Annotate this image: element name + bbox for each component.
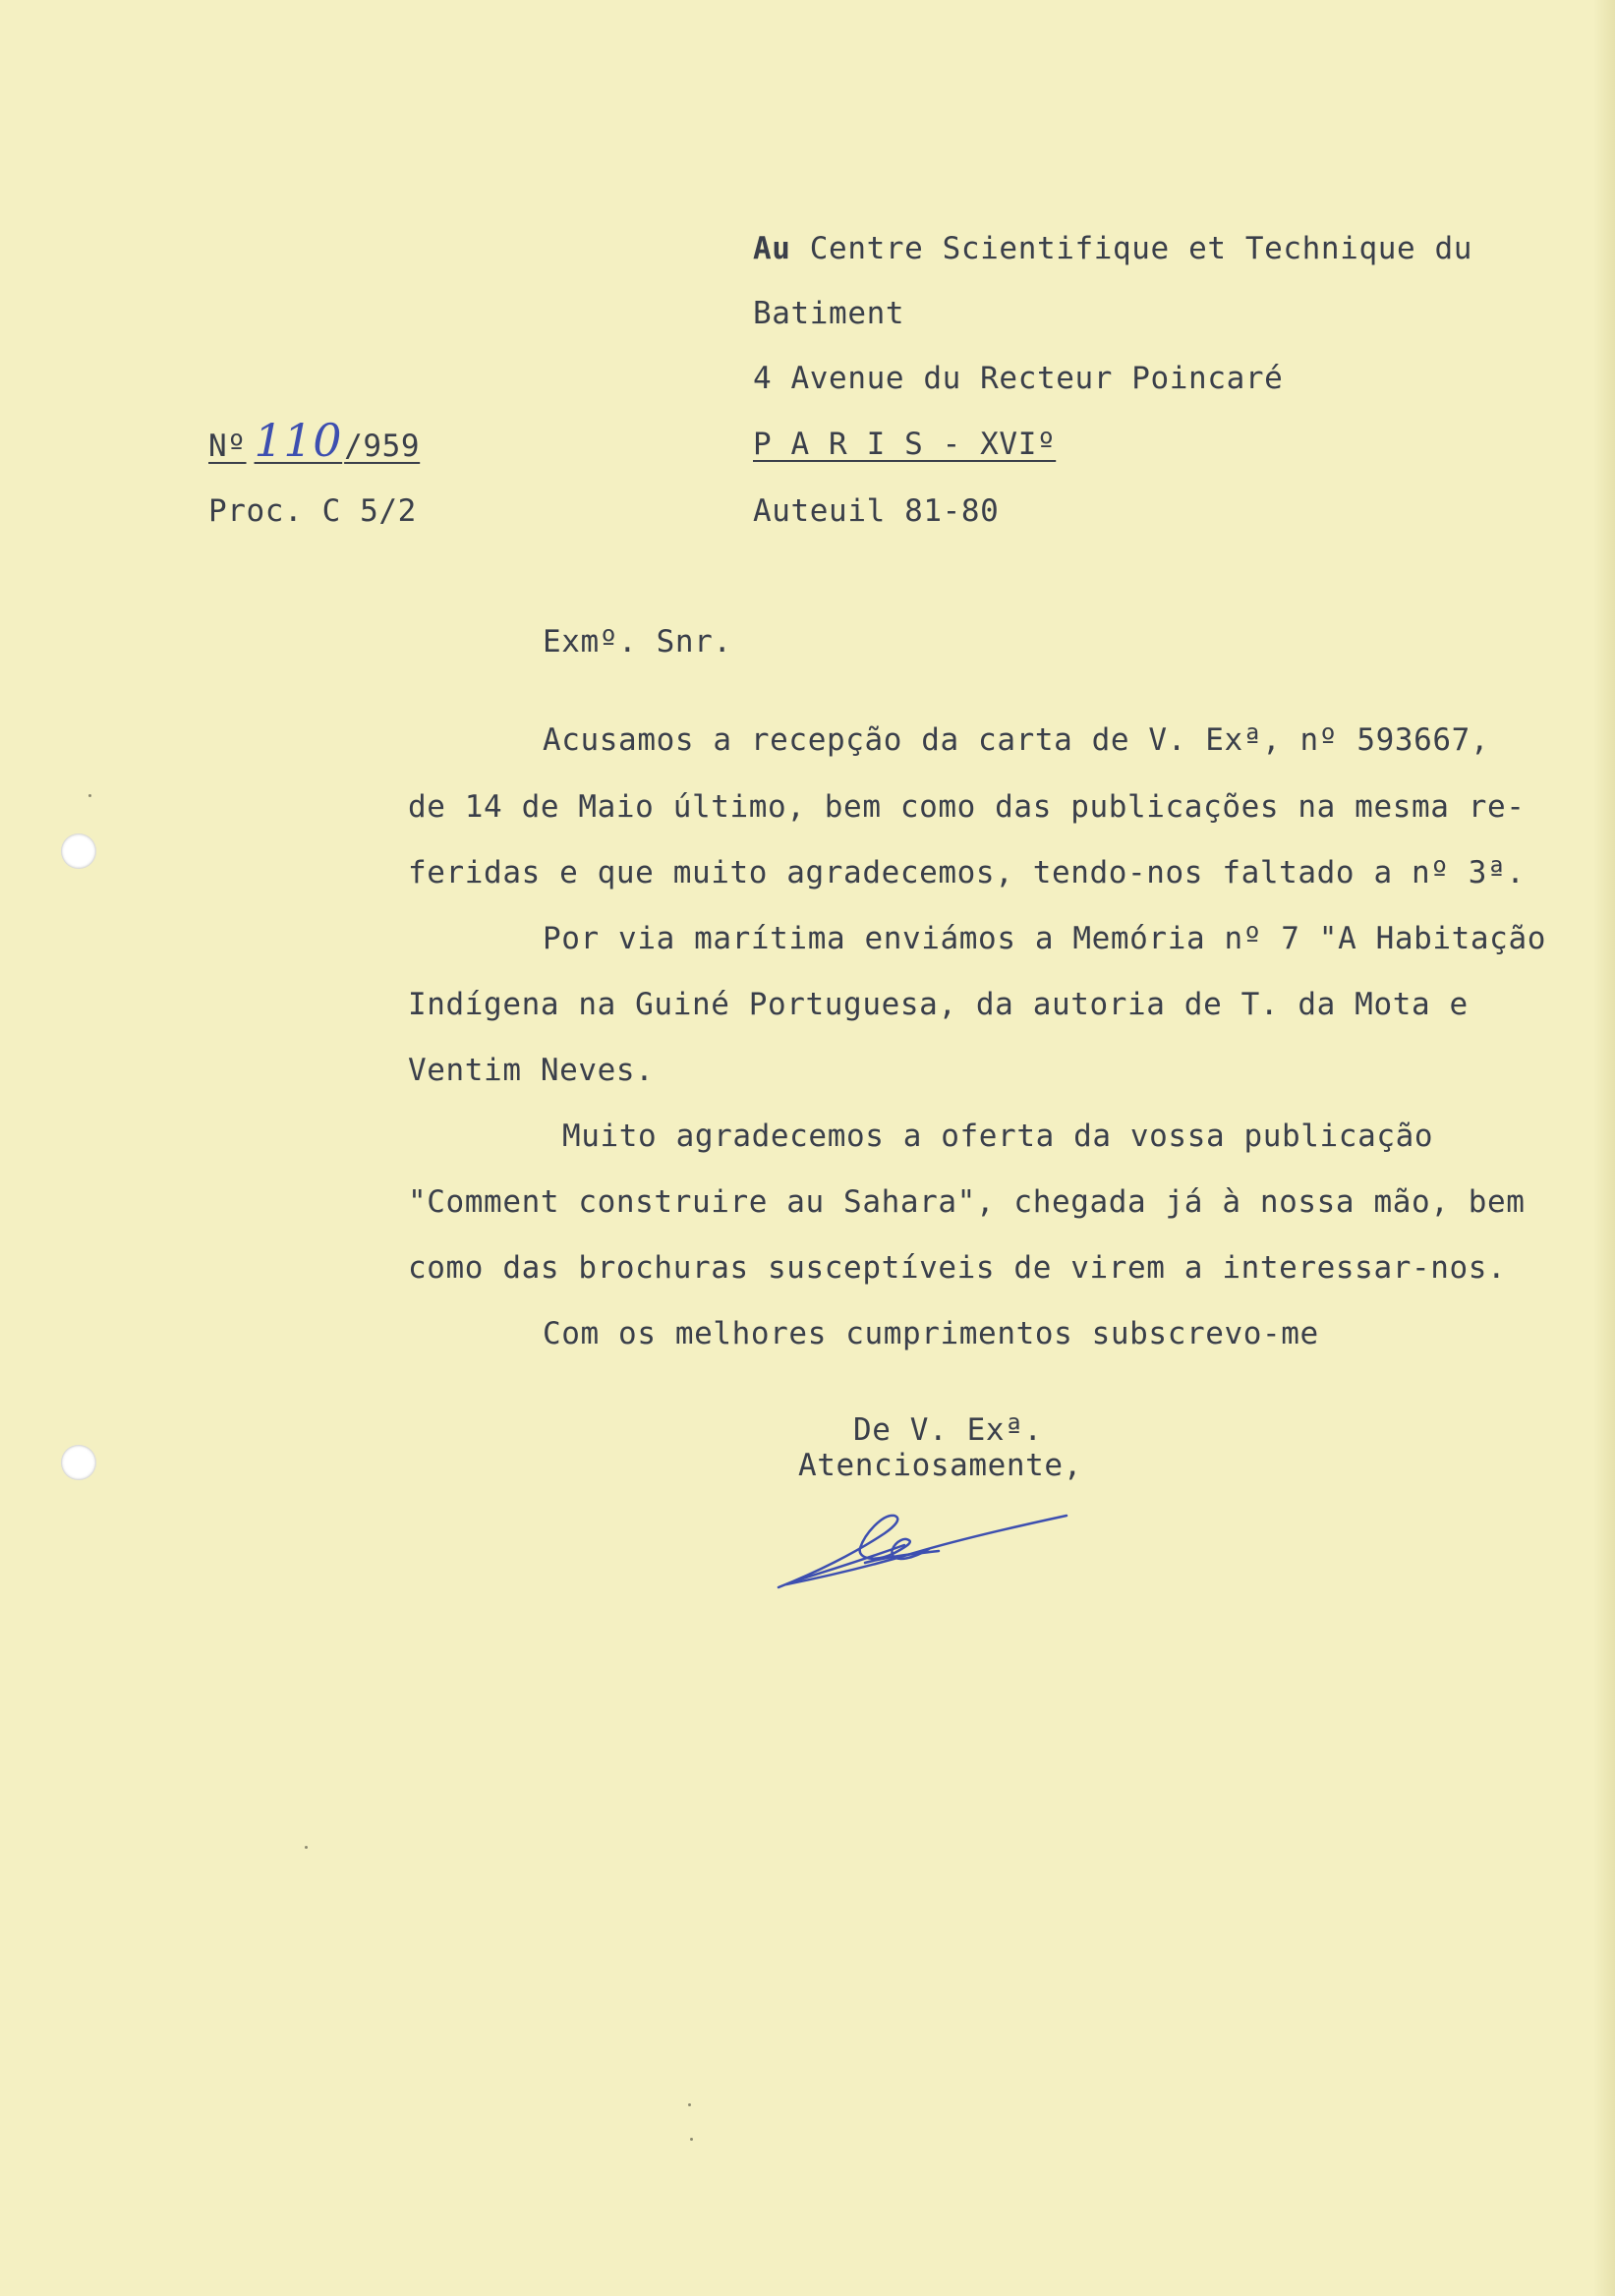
body-line-1: Acusamos a recepção da carta de V. Exª, nº 593667, xyxy=(543,722,1490,758)
recipient-line-2: Batiment xyxy=(753,296,905,331)
body-line-3: feridas e que muito agradecemos, tendo-nos faltado a nº 3ª. xyxy=(408,855,1526,890)
salutation: Exmº. Snr. xyxy=(543,624,732,660)
closing-line-2: Atenciosamente, xyxy=(798,1448,1082,1483)
handwritten-reference-number: 110 xyxy=(254,414,343,467)
body-line-4: Por via marítima enviámos a Memória nº 7 "A Habitação xyxy=(543,921,1546,956)
recipient-line-1 xyxy=(753,231,1473,266)
recipient-city: P A R I S - XVIº xyxy=(753,427,1057,462)
punch-hole-lower xyxy=(61,1445,96,1480)
paper-speck xyxy=(688,2103,691,2106)
body-line-5: Indígena na Guiné Portuguesa, da autoria de T. da Mota e xyxy=(408,987,1469,1022)
punch-hole-upper xyxy=(61,833,96,869)
paper-speck xyxy=(690,2138,693,2141)
recipient-prefix: Au xyxy=(753,231,791,266)
body-line-6: Ventim Neves. xyxy=(408,1053,655,1088)
reference-year: /959 xyxy=(344,429,421,464)
paper-speck xyxy=(305,1846,308,1849)
body-line-8: "Comment construire au Sahara", chegada já à nossa mão, bem xyxy=(408,1184,1526,1220)
reference-number xyxy=(208,414,421,467)
recipient-address: 4 Avenue du Recteur Poincaré xyxy=(753,361,1284,396)
body-line-7: Muito agradecemos a oferta da vossa publicação xyxy=(562,1119,1434,1154)
signature xyxy=(767,1494,1081,1602)
body-line-10: Com os melhores cumprimentos subscrevo-me xyxy=(543,1316,1319,1351)
closing-line-1: De V. Exª. xyxy=(853,1412,1043,1448)
paper-speck xyxy=(88,794,91,797)
body-line-2: de 14 de Maio último, bem como das publicações na mesma re- xyxy=(408,789,1526,825)
recipient-name: Centre Scientifique et Technique du xyxy=(809,231,1473,266)
process-reference: Proc. C 5/2 xyxy=(208,493,417,529)
recipient-phone: Auteuil 81-80 xyxy=(753,493,1000,529)
paper-edge-shadow xyxy=(1593,0,1615,2296)
body-line-9: como das brochuras susceptíveis de virem a interessar-nos. xyxy=(408,1250,1507,1286)
reference-prefix: Nº xyxy=(208,429,247,464)
